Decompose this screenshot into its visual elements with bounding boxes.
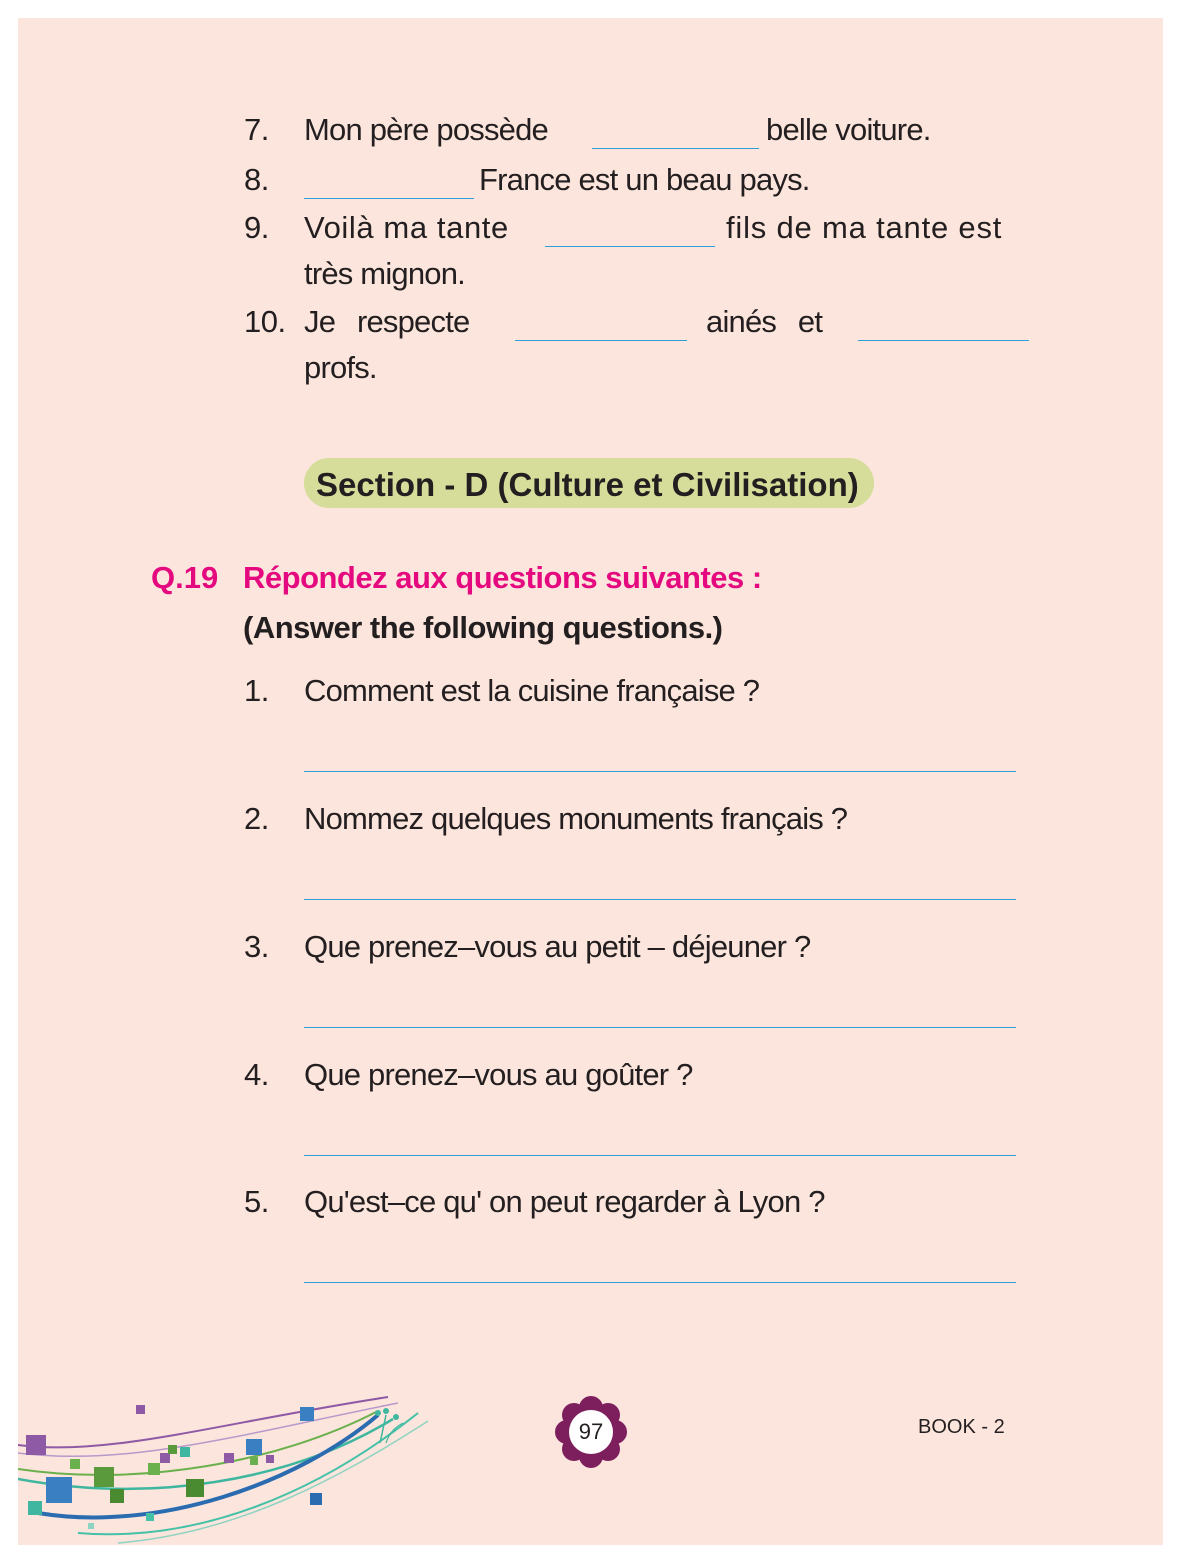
page-number-badge: [555, 1396, 627, 1468]
item-10-text-line2: profs.: [304, 350, 377, 385]
item-8-blank[interactable]: [304, 198, 474, 199]
item-9-text-after: fils de ma tante est: [726, 210, 1003, 245]
question-4-number: 4.: [244, 1057, 269, 1092]
answer-line-1[interactable]: [304, 771, 1016, 772]
item-9-text-line2: très mignon.: [304, 256, 465, 291]
question-2-number: 2.: [244, 801, 269, 836]
item-7-number: 7.: [244, 112, 269, 147]
item-9-text-before: Voilà ma tante: [304, 210, 509, 245]
question-1-text: Comment est la cuisine française ?: [304, 673, 760, 708]
question-5-number: 5.: [244, 1184, 269, 1219]
item-10-text-middle: ainés et: [706, 304, 823, 339]
item-7-text-after: belle voiture.: [766, 112, 931, 147]
item-8-number: 8.: [244, 162, 269, 197]
question-4-text: Que prenez–vous au goûter ?: [304, 1057, 693, 1092]
question-3-number: 3.: [244, 929, 269, 964]
book-label: BOOK - 2: [918, 1416, 1005, 1438]
item-10-number: 10.: [244, 304, 286, 339]
question-3-text: Que prenez–vous au petit – déjeuner ?: [304, 929, 811, 964]
section-title: Section - D (Culture et Civilisation): [316, 466, 859, 503]
question-1-number: 1.: [244, 673, 269, 708]
item-7-text-before: Mon père possède: [304, 112, 548, 147]
page-number: 97: [578, 1419, 604, 1444]
item-10-text-before: Je respecte: [304, 304, 470, 339]
item-7-blank[interactable]: [592, 148, 759, 149]
decorative-ribbon-graphic: [18, 1383, 438, 1545]
answer-line-5[interactable]: [304, 1282, 1016, 1283]
question-subtitle: (Answer the following questions.): [243, 610, 723, 645]
item-10-blank-2[interactable]: [858, 340, 1029, 341]
answer-line-4[interactable]: [304, 1155, 1016, 1156]
answer-line-2[interactable]: [304, 899, 1016, 900]
question-number: Q.19: [151, 560, 219, 595]
item-8-text-after: France est un beau pays.: [479, 162, 810, 197]
question-2-text: Nommez quelques monuments français ?: [304, 801, 848, 836]
item-10-blank-1[interactable]: [515, 340, 687, 341]
question-title: Répondez aux questions suivantes :: [243, 560, 762, 595]
item-9-number: 9.: [244, 210, 269, 245]
answer-line-3[interactable]: [304, 1027, 1016, 1028]
workbook-page: [18, 18, 1163, 1545]
item-9-blank[interactable]: [545, 246, 715, 247]
question-5-text: Qu'est–ce qu' on peut regarder à Lyon ?: [304, 1184, 825, 1219]
